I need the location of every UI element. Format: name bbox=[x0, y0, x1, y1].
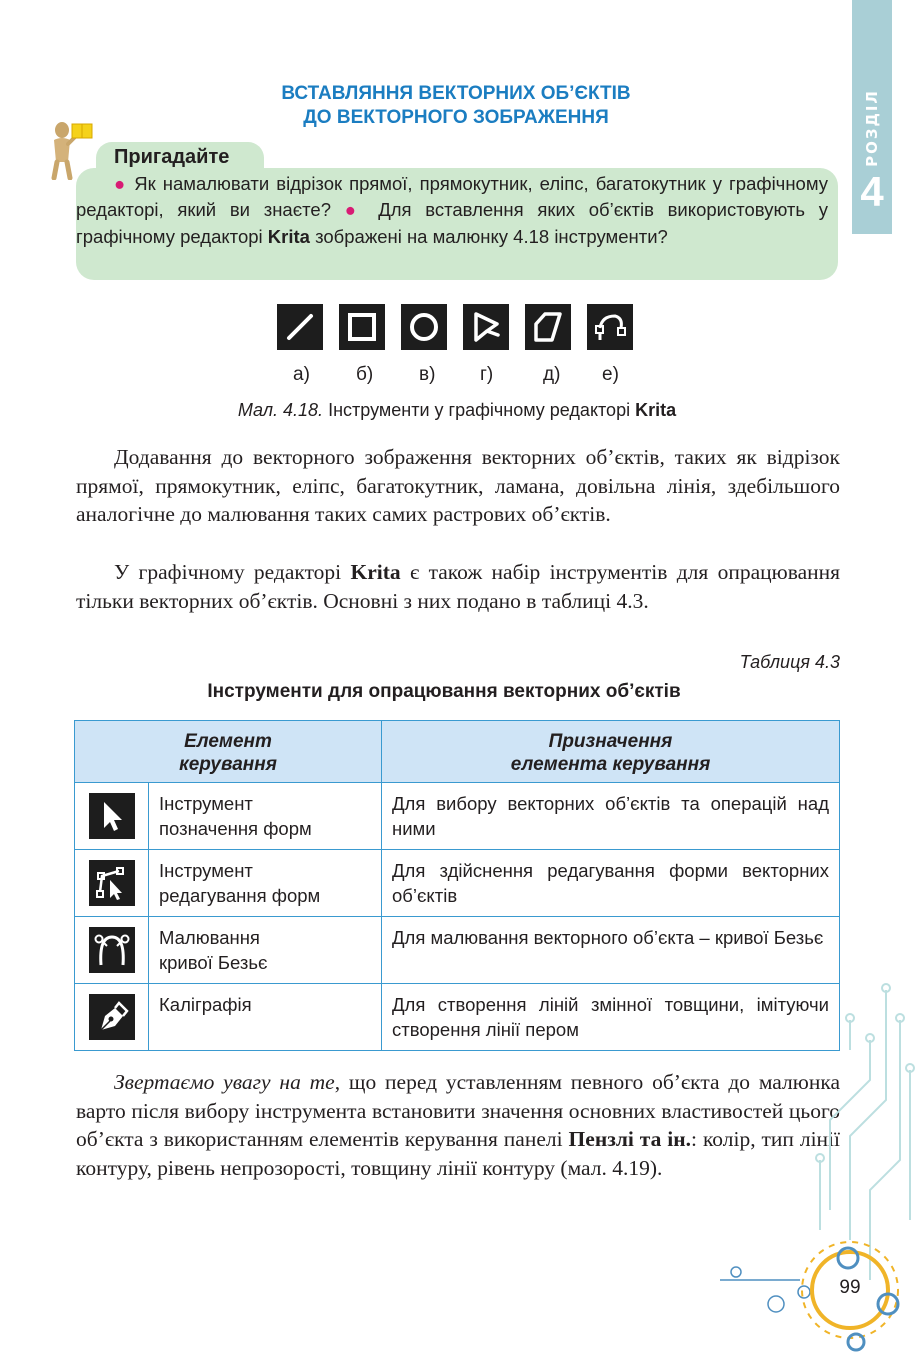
remember-title: Пригадайте bbox=[114, 146, 230, 168]
tool-label-g: г) bbox=[480, 364, 494, 385]
table-row: Каліграфія Для створення ліній змінної товщини, імітуючи створення лінії пером bbox=[75, 984, 840, 1051]
header-control-element: Елемент керування bbox=[75, 721, 382, 783]
bullet-icon: ● bbox=[344, 199, 365, 221]
tool-label-a: а) bbox=[293, 364, 310, 385]
section-title: ВСТАВЛЯННЯ ВЕКТОРНИХ ОБ’ЄКТІВ ДО ВЕКТОРНОГО ЗОБРАЖЕННЯ bbox=[281, 83, 631, 128]
header-purpose: Призначення елемента керування bbox=[382, 721, 840, 783]
tool-label-b: б) bbox=[356, 364, 374, 385]
rectangle-tool-icon bbox=[339, 304, 385, 350]
ellipse-tool-icon bbox=[401, 304, 447, 350]
chapter-number: 4 bbox=[860, 168, 884, 215]
polyline-tool-icon bbox=[525, 304, 571, 350]
paragraph-3: Звертаємо увагу на те, що перед уставленням певного об’єкта до малюнка варто після вибору інструмента встановити значення основних властивостей цього об’єкта з використанням елементів керування панелі Пензлі та ін.: колір, тип лінії контуру, рівень непрозорості, товщину лінії контуру (мал. 4.19). bbox=[76, 1070, 841, 1181]
table-number: Таблиця 4.3 bbox=[739, 652, 840, 672]
chapter-word: РОЗДІЛ bbox=[863, 89, 881, 167]
table-header-row bbox=[75, 721, 840, 783]
figure-caption: Мал. 4.18. Інструменти у графічному редакторі Krita bbox=[237, 400, 677, 420]
line-tool-icon bbox=[277, 304, 323, 350]
table-row: Інструмент позначення форм Для вибору векторних об’єктів та операцій над ними bbox=[75, 783, 840, 850]
tool-label-d: д) bbox=[543, 364, 561, 385]
table-row: Інструмент редагування форм Для здійснення редагування форми векторних об’єктів bbox=[75, 850, 840, 917]
paragraph-2: У графічному редакторі Krita є також набір інструментів для опрацювання тільки векторних об’єктів. Основні з них подано в таблиці 4.3. bbox=[76, 560, 841, 613]
tool-label-v: в) bbox=[419, 364, 436, 385]
freehand-path-tool-icon bbox=[587, 304, 633, 350]
calligraphy-tool-icon bbox=[89, 994, 135, 1040]
polygon-tool-icon bbox=[463, 304, 509, 350]
table-row: Малювання кривої Безьє Для малювання векторного об’єкта – кривої Безьє bbox=[75, 917, 840, 984]
page-number: 99 bbox=[839, 1277, 861, 1298]
edit-shapes-tool-icon bbox=[89, 860, 135, 906]
bullet-icon: ● bbox=[114, 173, 128, 194]
table-title: Інструменти для опрацювання векторних об’єктів bbox=[207, 681, 681, 702]
paragraph-1: Додавання до векторного зображення векторних об’єктів, таких як відрізок прямої, прямокутник, еліпс, багатокутник, ламана, довільна лінія, здебільшого аналогічне до малювання таких самих растрових об’єктів. bbox=[76, 445, 840, 527]
bezier-curve-tool-icon bbox=[89, 927, 135, 973]
circuit-decoration-icon bbox=[700, 980, 918, 1360]
tool-label-e: е) bbox=[602, 364, 619, 385]
select-shapes-tool-icon bbox=[89, 793, 135, 839]
remember-text: ● Як намалювати відрізок прямої, прямокутник, еліпс, багатокутник у графічному редакторі, який ви знаєте? ● Для вставлення яких об’єктів використовують у графічному редакторі Krita зображені на малюнку 4.18 інструменти? bbox=[76, 173, 829, 247]
